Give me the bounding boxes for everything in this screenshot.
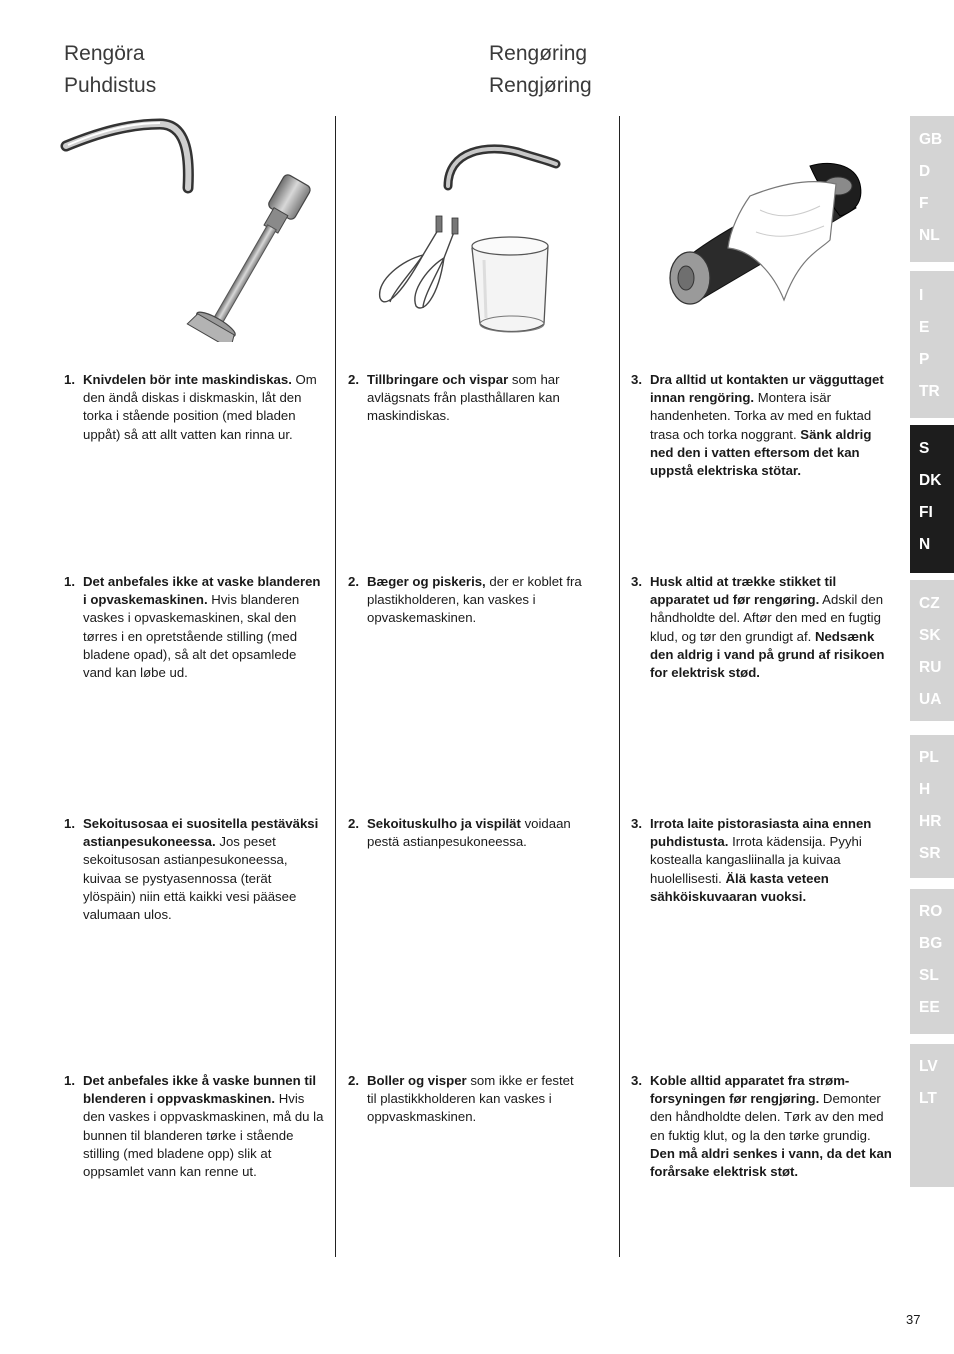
lang-tab-nl[interactable]: NL — [919, 227, 940, 244]
lang-tab-h[interactable]: H — [919, 781, 931, 798]
lang-group-s-n — [910, 425, 954, 573]
heading-puhdistus: Puhdistus — [64, 74, 157, 97]
page-number: 37 — [906, 1312, 921, 1327]
step-dk-2: 2. Bæger og piskeris, der er koblet fra plastikholderen, kan vaskes i opvaskemaskinen. — [348, 574, 582, 626]
lang-tab-i[interactable]: I — [919, 287, 924, 304]
lang-tab-gb[interactable]: GB — [919, 131, 943, 148]
lang-tab-sr[interactable]: SR — [919, 845, 941, 862]
heading-rengjoring-n: Rengjøring — [489, 74, 592, 97]
step-dk-3: 3. Husk altid at trække stikket til apparatet ud før rengøring. Adskil den håndholdte del. Aftør den med en fugtig klud, og tør den grundigt af. Nedsænk den aldrig i vand på grund af risikoen for elektrisk stød. — [631, 574, 885, 681]
lang-tab-f[interactable]: F — [919, 195, 929, 212]
step-dk-1: 1. Det anbefales ikke at vaske blanderen i opvaskemaskinen. Hvis blanderen vaskes i opvaskemaskinen, skal den tørres i en opretstående stilling (med bladene opad), så alt det opsamlede vand kan løbe ud. — [64, 574, 321, 681]
lang-tab-ru[interactable]: RU — [919, 659, 942, 676]
lang-tab-tr[interactable]: TR — [919, 383, 940, 400]
lang-group-i-tr — [910, 271, 954, 418]
lang-tab-d[interactable]: D — [919, 163, 931, 180]
heading-rengora: Rengöra — [64, 42, 145, 65]
lang-tab-hr[interactable]: HR — [919, 813, 942, 830]
lang-tab-bg[interactable]: BG — [919, 935, 943, 952]
step-s-2: 2. Tillbringare och vispar som har avlägsnats från plasthållaren kan maskindiskas. — [348, 372, 560, 424]
lang-tab-ee[interactable]: EE — [919, 999, 940, 1016]
step-n-3: 3. Koble alltid apparatet fra strømforsyningen før rengjøring. Demonter den håndholdte delen. Tørk av den med en fuktig klut, og la den tørke grundig. Den må aldri senkes i vann, da det kan forårsake elektrisk støt. — [631, 1073, 892, 1180]
lang-tab-n[interactable]: N — [919, 536, 931, 553]
step-n-1: 1. Det anbefales ikke å vaske bunnen til blenderen i oppvaskmaskinen. Hvis den vaskes i oppvaskmaskinen, må du la bunnen til blanderen tørke i stående stilling (med bladene opp) slik at oppsamlet vann kan renne ut. — [64, 1073, 324, 1180]
whisks-and-beaker-illustration — [368, 130, 578, 340]
step-fi-3: 3. Irrota laite pistorasiasta aina ennen puhdistusta. Irrota kädensija. Pyyhi kostealla kangasliinalla ja kuivaa huolellisesti. Älä kasta veteen sähköiskuvaaran vuoksi. — [631, 816, 872, 904]
lang-tab-cz[interactable]: CZ — [919, 595, 940, 612]
step-fi-2: 2. Sekoituskulho ja vispilät voidaan pestä astianpesukoneessa. — [348, 816, 571, 850]
lang-group-gb-nl — [910, 116, 954, 262]
lang-group-ro-ee — [910, 889, 954, 1034]
step-fi-1: 1. Sekoitusosaa ei suositella pestäväksi astianpesukoneessa. Jos peset sekoitusosan astianpesukoneessa, kuivaa se pystyasennossa (terät ylöspäin) niin että kaikki vesi pääsee valumaan ulos. — [64, 816, 319, 923]
lang-tab-ua[interactable]: UA — [919, 691, 942, 708]
heading-rengoring-dk: Rengøring — [489, 42, 588, 65]
lang-tab-lt[interactable]: LT — [919, 1090, 937, 1107]
lang-tab-fi[interactable]: FI — [919, 504, 933, 521]
lang-group-cz-ua — [910, 580, 954, 721]
lang-tab-p[interactable]: P — [919, 351, 930, 368]
lang-tab-ro[interactable]: RO — [919, 903, 943, 920]
lang-tab-pl[interactable]: PL — [919, 749, 939, 766]
blender-attachment-illustration — [60, 112, 330, 342]
step-n-2: 2. Boller og visper som ikke er festet til plastikkholderen kan vaskes i oppvaskmaskinen. — [348, 1073, 574, 1125]
lang-tab-sk[interactable]: SK — [919, 627, 941, 644]
hook-shape — [66, 124, 188, 188]
cloth-shape — [728, 182, 836, 300]
lang-tab-dk[interactable]: DK — [919, 472, 942, 489]
column-divider-2 — [619, 116, 620, 1257]
lang-tab-sl[interactable]: SL — [919, 967, 939, 984]
lang-tab-e[interactable]: E — [919, 319, 930, 336]
lang-tab-lv[interactable]: LV — [919, 1058, 938, 1075]
column-divider-1 — [335, 116, 336, 1257]
lang-group-pl-sr — [910, 735, 954, 878]
step-s-1: 1. Knivdelen bör inte maskindiskas. Om den ändå diskas i diskmaskin, låt den torka i stående position (med bladen uppåt) så att allt vatten kan rinna ur. — [64, 372, 317, 442]
lang-group-lv-lt — [910, 1044, 954, 1187]
step-s-3: 3. Dra alltid ut kontakten ur vägguttaget innan rengöring. Montera isär handenheten. Torka av med en fuktad trasa och torka noggrant. Sänk aldrig ned den i vatten eftersom det kan uppstå elektriska stötar. — [631, 372, 884, 479]
lang-tab-s[interactable]: S — [919, 440, 930, 457]
handle-wiping-illustration — [660, 150, 880, 320]
